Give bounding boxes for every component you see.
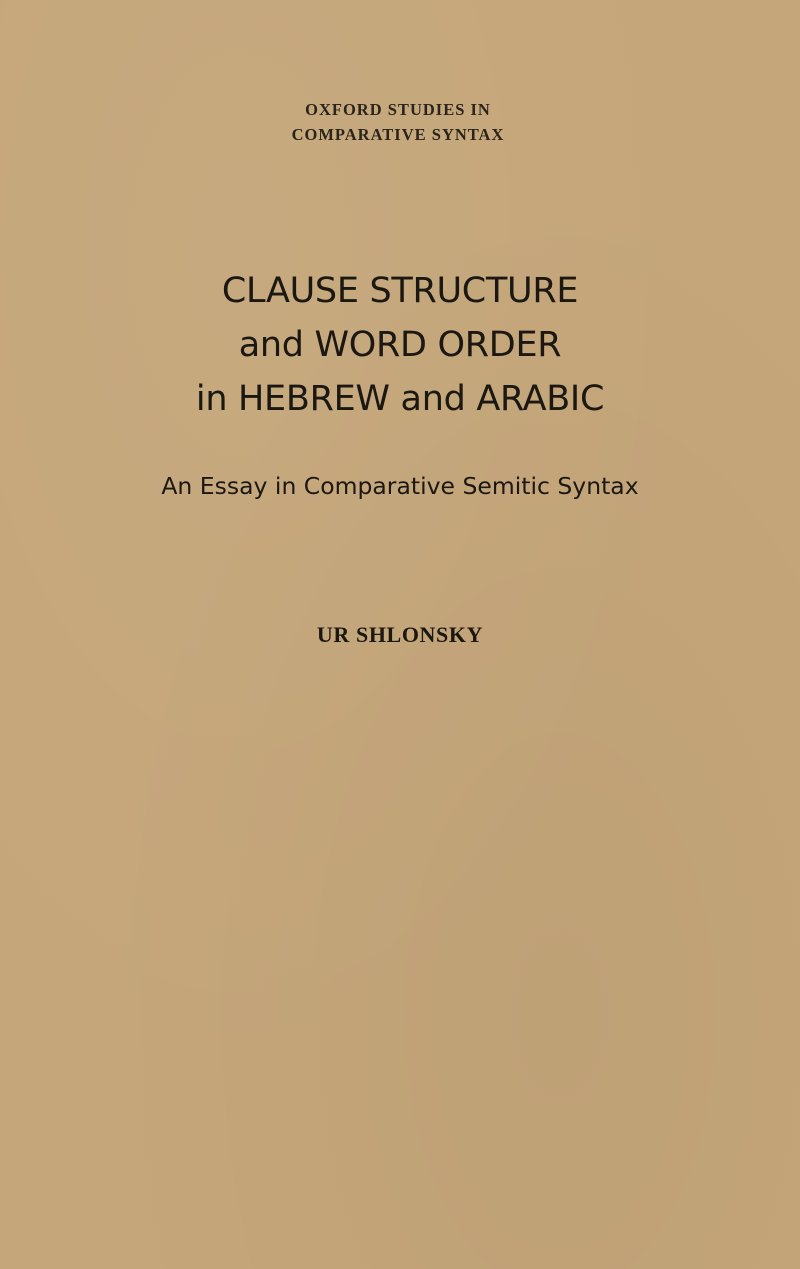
title-line-2: and WORD ORDER bbox=[238, 325, 562, 365]
title-line-1: CLAUSE STRUCTURE bbox=[221, 271, 579, 311]
book-title bbox=[0, 264, 800, 426]
author-name: UR SHLONSKY bbox=[316, 622, 484, 647]
series-name bbox=[0, 97, 798, 147]
title-line-3: in HEBREW and ARABIC bbox=[195, 379, 605, 419]
series-line-1: OXFORD STUDIES IN bbox=[305, 100, 491, 119]
book-subtitle: An Essay in Comparative Semitic Syntax bbox=[161, 472, 639, 500]
series-line-2: COMPARATIVE SYNTAX bbox=[291, 125, 505, 144]
